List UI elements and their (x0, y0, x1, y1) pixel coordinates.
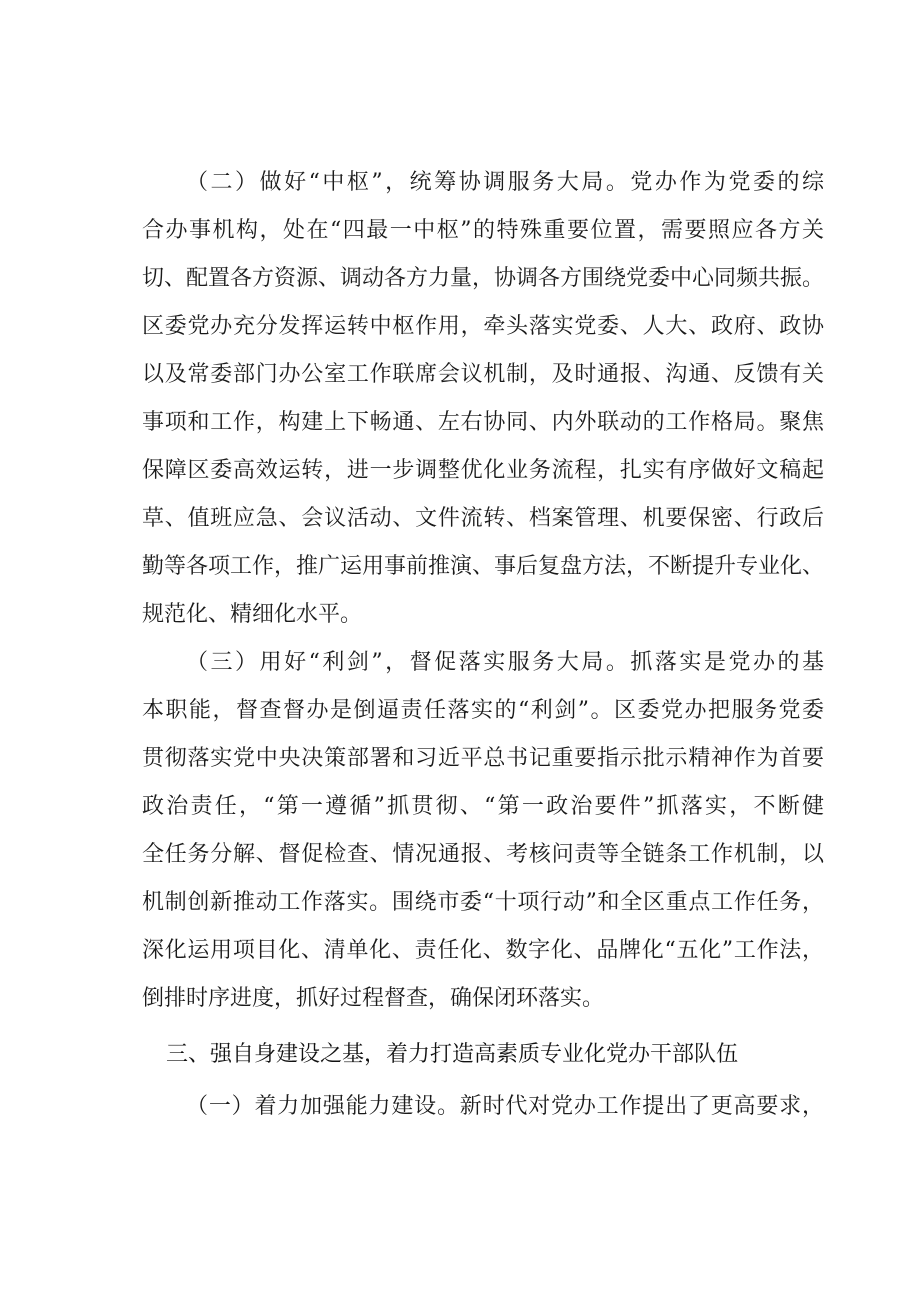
paragraph-line: 贯彻落实党中央决策部署和习近平总书记重要指示批示精神作为首要 (142, 746, 824, 771)
paragraph-line: 草、值班应急、会议活动、文件流转、档案管理、机要保密、行政后 (142, 506, 824, 531)
paragraph-line: 规范化、精细化水平。 (142, 602, 363, 627)
paragraph-line: 以及常委部门办公室工作联席会议机制，及时通报、沟通、反馈有关 (142, 362, 824, 387)
paragraph-line: 本职能，督查督办是倒逼责任落实的“利剑”。区委党办把服务党委 (142, 698, 824, 723)
paragraph-line: 保障区委高效运转，进一步调整优化业务流程，扎实有序做好文稿起 (142, 458, 824, 483)
paragraph-line: 切、配置各方资源、调动各方力量，协调各方围绕党委中心同频共振。 (142, 266, 825, 291)
paragraph-line: 全任务分解、督促检查、情况通报、考核问责等全链条工作机制，以 (142, 842, 824, 867)
section-heading: 三、强自身建设之基，着力打造高素质专业化党办干部队伍 (166, 1042, 739, 1067)
paragraph-line: 深化运用项目化、清单化、责任化、数字化、品牌化“五化”工作法， (142, 938, 824, 963)
paragraph-line: 政治责任，“第一遵循”抓贯彻、“第一政治要件”抓落实，不断健 (142, 794, 824, 819)
paragraph-line: （一）着力加强能力建设。新时代对党办工作提出了更高要求， (186, 1094, 824, 1119)
paragraph-line: 合办事机构，处在“四最一中枢”的特殊重要位置，需要照应各方关 (142, 218, 824, 243)
paragraph-line: （二）做好“中枢”，统筹协调服务大局。党办作为党委的综 (186, 170, 824, 195)
paragraph-line: 倒排时序进度，抓好过程督查，确保闭环落实。 (142, 986, 605, 1011)
paragraph-line: 机制创新推动工作落实。围绕市委“十项行动”和全区重点工作任务， (142, 890, 824, 915)
paragraph-line: 区委党办充分发挥运转中枢作用，牵头落实党委、人大、政府、政协 (142, 314, 824, 339)
paragraph-line: （三）用好“利剑”，督促落实服务大局。抓落实是党办的基 (186, 650, 824, 675)
paragraph-line: 勤等各项工作，推广运用事前推演、事后复盘方法，不断提升专业化、 (142, 554, 825, 579)
paragraph-line: 事项和工作，构建上下畅通、左右协同、内外联动的工作格局。聚焦 (142, 410, 824, 435)
